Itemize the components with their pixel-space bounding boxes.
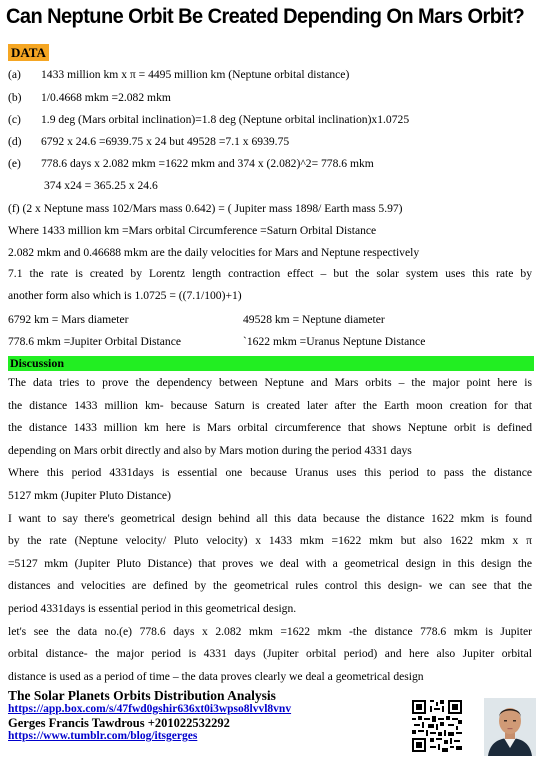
data-item-text: 1/0.4668 mkm =2.082 mkm	[41, 91, 171, 104]
data-item-label: (e)	[8, 157, 21, 170]
data-item-c	[8, 112, 409, 127]
uranus-neptune-def: `1622 mkm =Uranus Neptune Distance	[243, 335, 426, 348]
mars-diameter-def: 6792 km = Mars diameter	[8, 313, 129, 326]
discussion-line: Where this period 4331days is essential one because Uranus uses this period to pass the distance	[8, 466, 532, 480]
data-item-label: (b)	[8, 91, 22, 104]
data-item-f: (f) (2 x Neptune mass 102/Mars mass 0.642) = ( Jupiter mass 1898/ Earth mass 5.97)	[8, 202, 403, 215]
data-item-label: (d)	[8, 135, 22, 148]
discussion-line: I want to say there's geometrical design behind all this data because the distance 1622 mkm is found	[8, 511, 532, 525]
data-item-d	[8, 134, 289, 149]
box-link[interactable]: https://app.box.com/s/47fwd0gshir636xt0i3wpso8lvvl8vnv	[8, 703, 292, 715]
discussion-line: period 4331days is essential period in this geometrical design.	[8, 601, 297, 615]
discussion-line: the distance 1433 million km- because Saturn is created later after the Earth moon creation for that	[8, 398, 532, 412]
discussion-line: =5127 mkm (Jupiter Pluto Distance) that proves we deal with a geometrical design in this design the	[8, 556, 532, 570]
data-item-label: (c)	[8, 113, 21, 126]
discussion-body	[8, 372, 532, 688]
neptune-diameter-def: 49528 km = Neptune diameter	[243, 313, 385, 326]
discussion-line: The data tries to prove the dependency between Neptune and Mars orbits – the major point here is	[8, 376, 532, 389]
discussion-line: 5127 mkm (Jupiter Pluto Distance)	[8, 488, 171, 502]
qr-code-icon	[412, 700, 462, 752]
data-item-e	[8, 156, 374, 171]
discussion-line: let's see the data no.(e) 778.6 days x 2.082 mkm =1622 mkm -the distance 778.6 mkm is Jupiter	[8, 624, 532, 638]
author-photo	[484, 698, 536, 756]
discussion-line: distance is used as a period of time – the data proves clearly we deal a geometrical design	[8, 669, 424, 683]
discussion-line: by the rate (Neptune velocity/ Pluto velocity) x 1433 mkm =1622 mkm but also 1622 mkm x π	[8, 534, 532, 548]
discussion-section-heading: Discussion	[8, 356, 534, 371]
data-item-a	[8, 67, 349, 82]
data-item-e-continued: 374 x24 = 365.25 x 24.6	[44, 179, 158, 192]
velocities-line: 2.082 mkm and 0.46688 mkm are the daily velocities for Mars and Neptune respectively	[8, 246, 420, 259]
data-item-text: 1433 million km x π = 4495 million km (Neptune orbital distance)	[41, 68, 350, 81]
tumblr-link[interactable]: https://www.tumblr.com/blog/itsgerges	[8, 730, 198, 742]
data-item-text: 1.9 deg (Mars orbital inclination)=1.8 deg (Neptune orbital inclination)x1.0725	[41, 113, 410, 126]
discussion-line: distances and velocities are defined by the geometrical rules control this design- we can see that the	[8, 579, 532, 593]
rate-paragraph	[8, 263, 532, 307]
discussion-line: depending on Mars orbit directly and also by Mars motion during the period 4331 days	[8, 443, 412, 457]
rate-line-2: another form also which is 1.0725 = ((7.1/100)+1)	[8, 289, 242, 302]
data-item-label: (a)	[8, 68, 21, 81]
page-title: Can Neptune Orbit Be Created Depending On Mars Orbit?	[6, 4, 525, 28]
data-item-text: 6792 x 24.6 =6939.75 x 24 but 49528 =7.1 x 6939.75	[41, 135, 290, 148]
jupiter-orbital-def: 778.6 mkm =Jupiter Orbital Distance	[8, 335, 182, 348]
footer-title: The Solar Planets Orbits Distribution Analysis	[8, 688, 276, 703]
discussion-line: the distance 1433 million km here is Mars orbital circumference that shows Neptune orbit is defined	[8, 421, 532, 435]
rate-line-1: 7.1 the rate is created by Lorentz length contraction effect – but the solar system uses this rate by	[8, 267, 532, 280]
data-section-heading: DATA	[8, 44, 49, 61]
data-item-b	[8, 90, 171, 105]
author-contact: Gerges Francis Tawdrous +201022532292	[8, 716, 230, 730]
data-item-text: 778.6 days x 2.082 mkm =1622 mkm and 374 x (2.082)^2= 778.6 mkm	[41, 157, 374, 170]
discussion-line: orbital distance- the major period is 4331 days (Jupiter orbital period) and here also Jupiter orbital	[8, 647, 532, 661]
where-line: Where 1433 million km =Mars orbital Circumference =Saturn Orbital Distance	[8, 224, 377, 237]
